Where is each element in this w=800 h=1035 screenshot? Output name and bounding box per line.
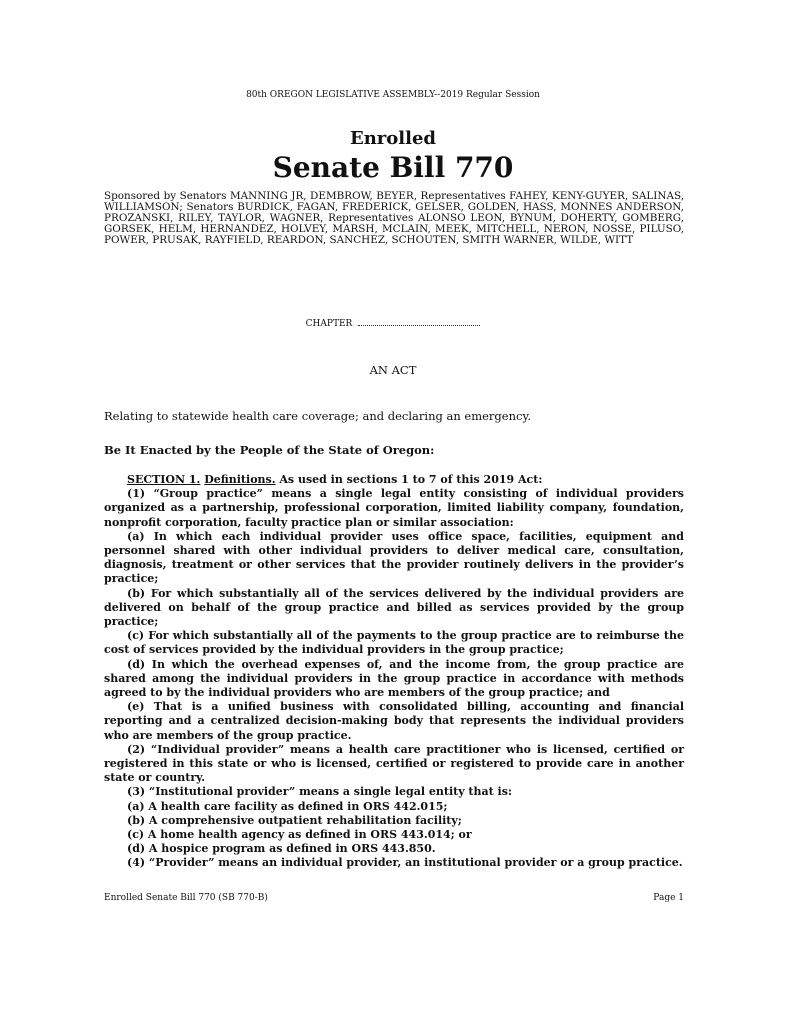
- chapter-line: [0, 318, 786, 329]
- paragraph: (b) For which substantially all of the services delivered by the individual providers are delivered on behalf of the group practice and billed as services provided by the group practice;: [104, 586, 684, 629]
- act-label: AN ACT: [369, 363, 417, 377]
- sponsors-text: Sponsored by Senators MANNING JR, DEMBROW, BEYER, Representatives FAHEY, KENY-GUYER, SALINAS, WILLIAMSON; Senators BURDICK, FAGAN, FREDERICK, GELSER, GOLDEN, HASS, MONNES ANDERSON, PROZANSKI, RILEY, TAYLOR, WAGNER, Representatives ALONSO LEON, BYNUM, DOHERTY, GOMBERG, GORSEK, HELM, HERNANDEZ, HOLVEY, MARSH, MCLAIN, MEEK, MITCHELL, NERON, NOSSE, PILUSO, POWER, PRUSAK, RAYFIELD, REARDON, SANCHEZ, SCHOUTEN, SMITH WARNER, WILDE, WITT: [104, 190, 684, 246]
- paragraph: (a) A health care facility as defined in ORS 442.015;: [127, 799, 448, 813]
- paragraph: (b) A comprehensive outpatient rehabilitation facility;: [127, 813, 462, 827]
- chapter-blank: [358, 318, 480, 326]
- enrolled-label: Enrolled: [349, 128, 436, 149]
- bill-title: Senate Bill 770: [272, 151, 514, 184]
- session-header: 80th OREGON LEGISLATIVE ASSEMBLY--2019 Regular Session: [246, 90, 540, 100]
- footer-page-number: Page 1: [653, 893, 684, 903]
- section-label: SECTION 1.: [127, 473, 201, 486]
- section-heading: Definitions.: [204, 473, 276, 486]
- chapter-label: CHAPTER: [305, 319, 353, 329]
- paragraph: (3) “Institutional provider” means a single legal entity that is:: [127, 785, 512, 799]
- section-1: [104, 473, 684, 871]
- paragraph: (d) A hospice program as defined in ORS 443.850.: [127, 842, 436, 856]
- paragraph: (c) For which substantially all of the payments to the group practice are to reimburse the cost of services provided by the individual providers in the group practice;: [104, 629, 684, 657]
- relating-clause: Relating to statewide health care coverage; and declaring an emergency.: [104, 409, 532, 423]
- enacting-clause: Be It Enacted by the People of the State of Oregon:: [104, 443, 435, 457]
- section-intro-text: As used in sections 1 to 7 of this 2019 Act:: [279, 473, 543, 486]
- footer-bill-ref: Enrolled Senate Bill 770 (SB 770-B): [104, 893, 268, 903]
- paragraph: (1) “Group practice” means a single legal entity consisting of individual providers organized as a partnership, professional corporation, limited liability company, foundation, nonprofit corporation, faculty practice plan or similar association:: [104, 487, 684, 529]
- section-1-intro: [104, 473, 684, 487]
- paragraph: (d) In which the overhead expenses of, and the income from, the group practice are shared among the individual providers in the group practice in accordance with methods agreed to by the individual providers who are members of the group practice; and: [104, 657, 684, 700]
- paragraph: (c) A home health agency as defined in ORS 443.014; or: [127, 828, 472, 842]
- paragraph: (e) That is a unified business with consolidated billing, accounting and financial reporting and a centralized decision-making body that represents the individual providers who are members of the group practice.: [104, 700, 684, 742]
- paragraph: (4) “Provider” means an individual provider, an institutional provider or a group practice.: [127, 856, 683, 870]
- paragraph: (2) “Individual provider” means a health care practitioner who is licensed, certified or registered in this state or who is licensed, certified or registered to provide care in another state or country.: [104, 742, 684, 785]
- paragraph: (a) In which each individual provider uses office space, facilities, equipment and personnel shared with other individual providers to deliver medical care, consultation, diagnosis, treatment or other services that the provider routinely delivers in the provider’s practice;: [104, 529, 684, 586]
